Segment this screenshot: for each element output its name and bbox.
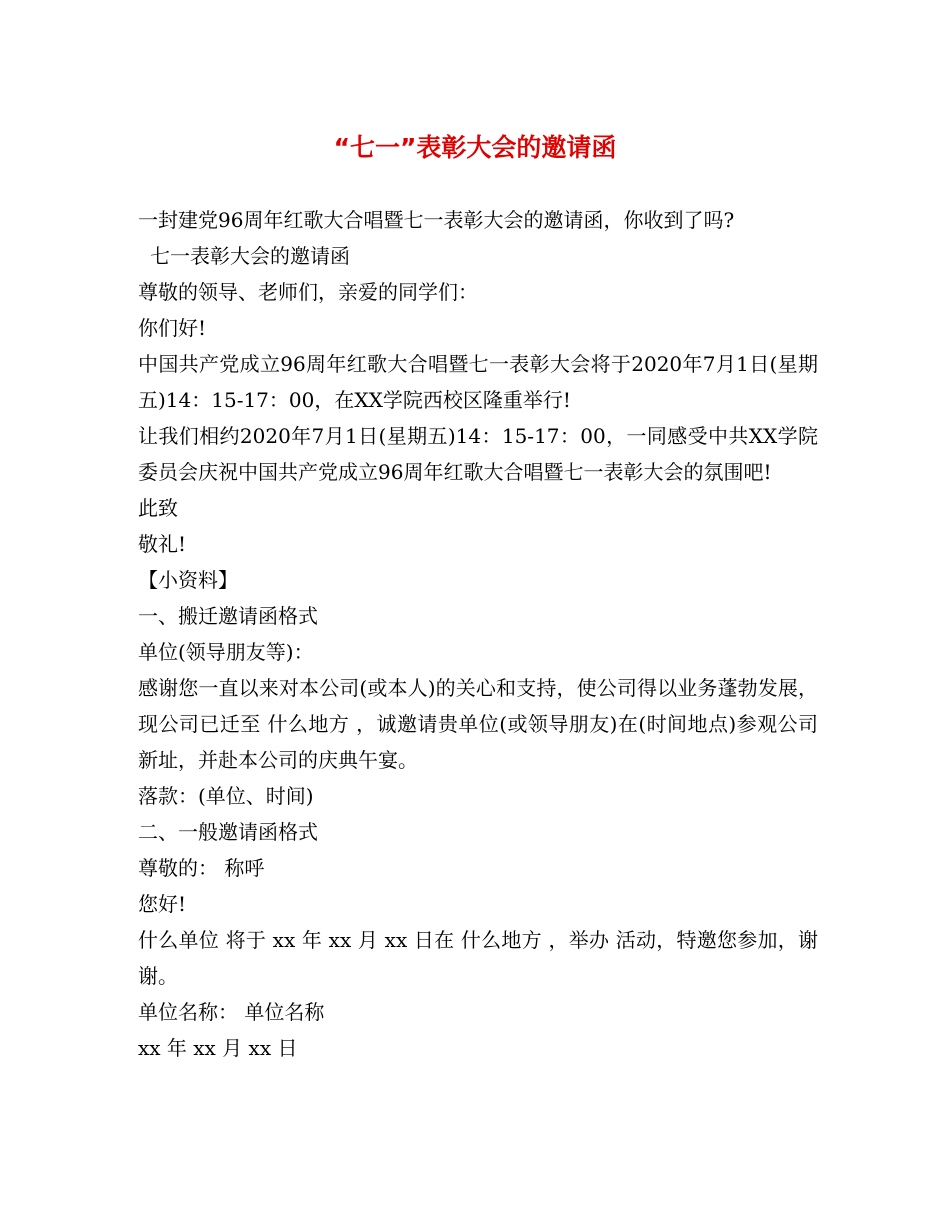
section-heading: 【小资料】	[138, 568, 238, 592]
template-line: 落款：(单位、时间)	[138, 784, 314, 808]
document-body	[138, 202, 818, 1066]
document-title: “七一”表彰大会的邀请函	[333, 133, 617, 162]
template-line: 尊敬的： 称呼	[138, 856, 265, 880]
letter-paragraph: 让我们相约2020年7月1日(星期五)14：15-17：00，一同感受中共XX学院委员会庆祝中国共产党成立96周年红歌大合唱暨七一表彰大会的氛围吧!	[138, 424, 818, 484]
template-line: 您好!	[138, 892, 187, 916]
section-heading: 一、搬迁邀请函格式	[138, 604, 318, 628]
template-line: xx 年 xx 月 xx 日	[138, 1036, 298, 1060]
letter-salutation: 尊敬的领导、老师们，亲爱的同学们：	[138, 280, 478, 304]
template-paragraph: 什么单位 将于 xx 年 xx 月 xx 日在 什么地方 ，举办 活动，特邀您参加，谢谢。	[138, 928, 818, 988]
template-line: 单位(领导朋友等)：	[138, 640, 314, 664]
section-heading: 二、一般邀请函格式	[138, 820, 318, 844]
letter-heading: 七一表彰大会的邀请函	[150, 244, 350, 268]
letter-closing: 此致	[138, 496, 178, 520]
intro-question: 一封建党96周年红歌大合唱暨七一表彰大会的邀请函，你收到了吗?	[138, 208, 735, 232]
letter-greeting: 你们好!	[138, 316, 207, 340]
letter-paragraph: 中国共产党成立96周年红歌大合唱暨七一表彰大会将于2020年7月1日(星期五)14：15-17：00，在XX学院西校区隆重举行!	[138, 352, 818, 412]
template-paragraph: 感谢您一直以来对本公司(或本人)的关心和支持，使公司得以业务蓬勃发展，现公司已迁至 什么地方 ，诚邀请贵单位(或领导朋友)在(时间地点)参观公司新址，并赴本公司的庆典午宴。	[138, 676, 818, 772]
template-line: 单位名称： 单位名称	[138, 1000, 325, 1024]
letter-closing: 敬礼!	[138, 532, 187, 556]
